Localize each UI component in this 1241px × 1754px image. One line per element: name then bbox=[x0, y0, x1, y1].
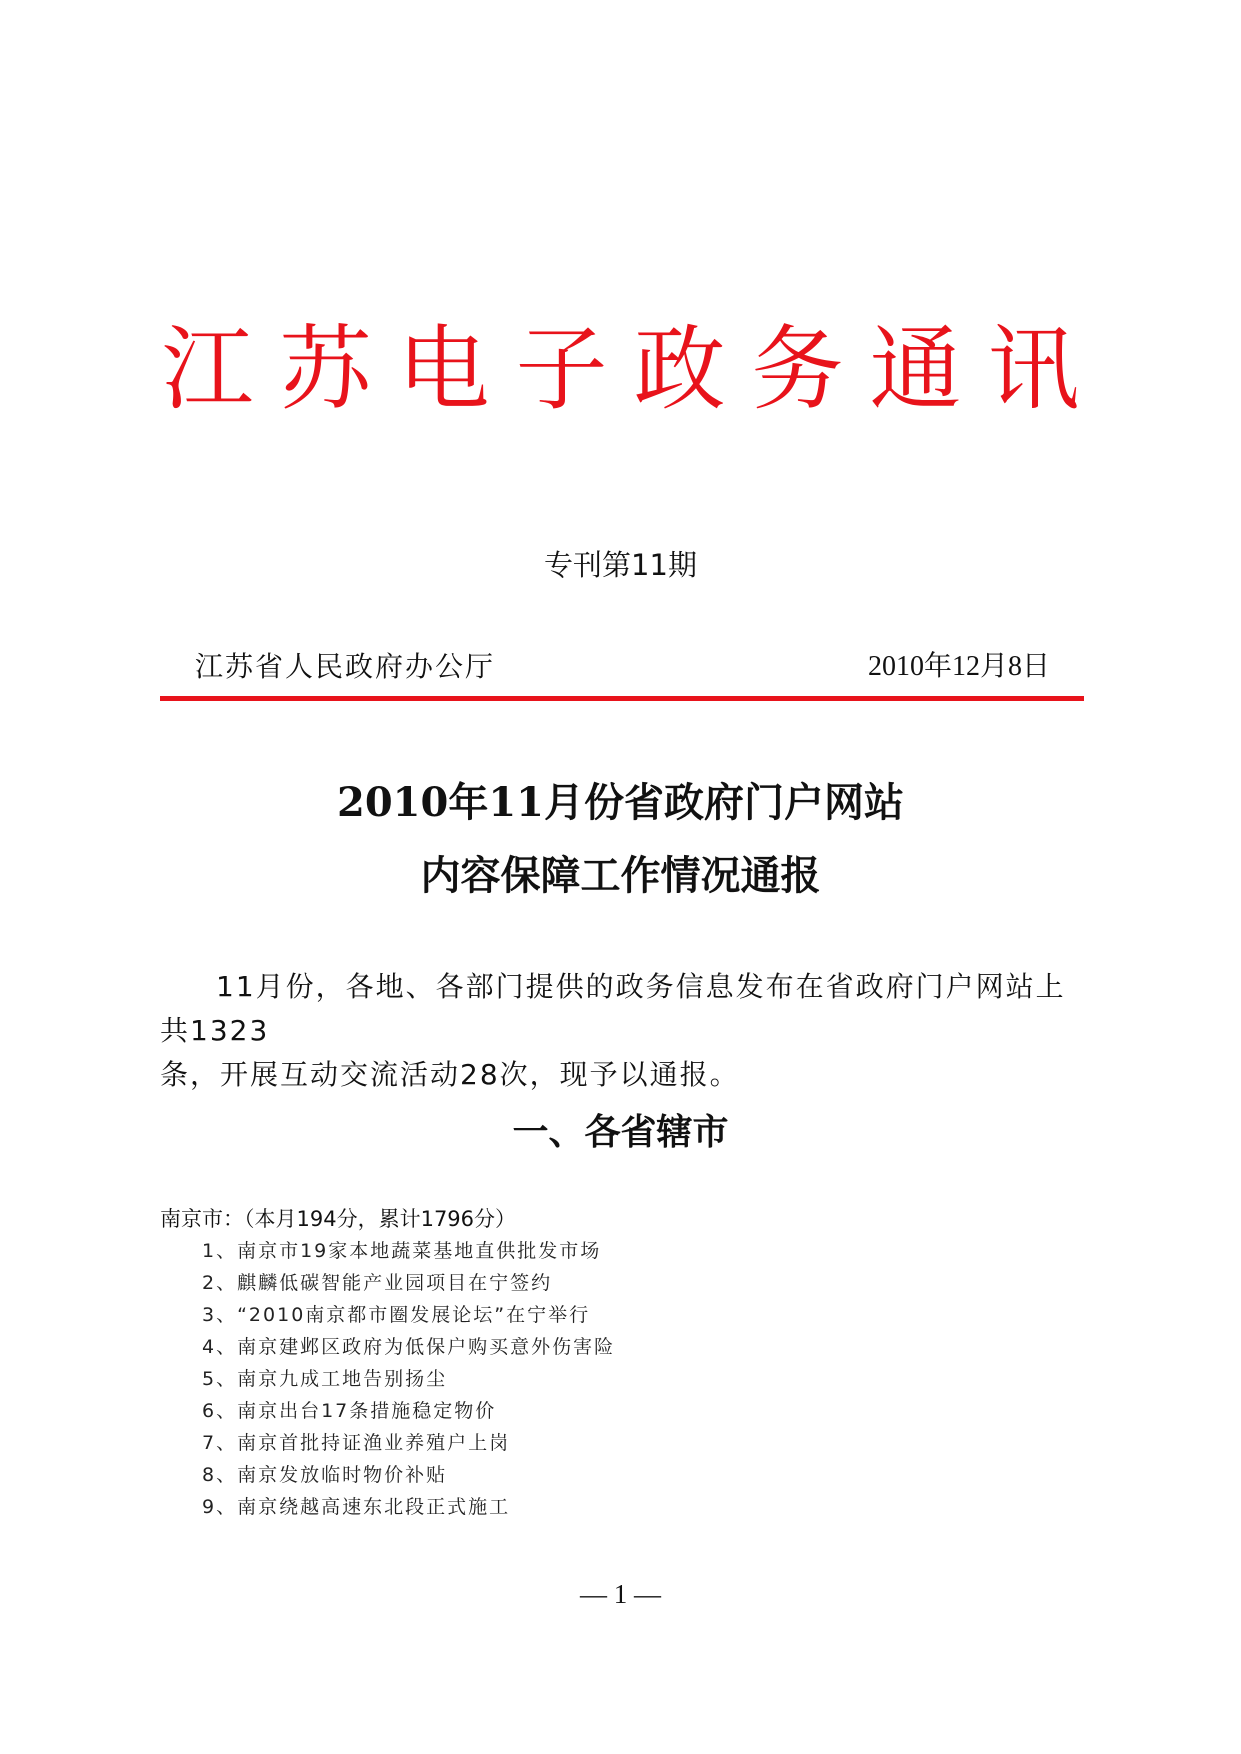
news-item: 4、南京建邺区政府为低保户购买意外伤害险 bbox=[202, 1336, 616, 1358]
page-number: — 1 — bbox=[580, 1579, 661, 1609]
issue-date: 2010年12月8日 bbox=[867, 651, 1050, 682]
intro-line-2: 条，开展互动交流活动28次，现予以通报。 bbox=[160, 1058, 740, 1091]
news-item: 5、南京九成工地告别扬尘 bbox=[202, 1368, 448, 1390]
document-title-line-2: 内容保障工作情况通报 bbox=[420, 852, 821, 899]
city-heading: 南京市：（本月194分，累计1796分） bbox=[160, 1207, 517, 1231]
document-title-line-1: 2010年11月份省政府门户网站 bbox=[337, 779, 904, 826]
news-item: 7、南京首批持证渔业养殖户上岗 bbox=[202, 1432, 511, 1454]
issuer-row bbox=[195, 645, 1050, 689]
section-heading: 一、各省辖市 bbox=[512, 1111, 729, 1153]
masthead-title: 江苏电子政务通讯 bbox=[161, 316, 1106, 423]
news-item: 2、麒麟低碳智能产业园项目在宁签约 bbox=[202, 1272, 553, 1294]
issue-label: 专刊第11期 bbox=[544, 548, 697, 582]
issuer-name: 江苏省人民政府办公厅 bbox=[195, 650, 496, 683]
news-item: 3、“2010南京都市圈发展论坛”在宁举行 bbox=[202, 1304, 591, 1326]
red-divider bbox=[160, 696, 1084, 701]
news-item: 6、南京出台17条措施稳定物价 bbox=[202, 1400, 497, 1422]
news-list bbox=[202, 1235, 615, 1523]
news-item: 9、南京绕越高速东北段正式施工 bbox=[202, 1496, 511, 1518]
intro-paragraph bbox=[160, 965, 1084, 1097]
news-item: 8、南京发放临时物价补贴 bbox=[202, 1464, 448, 1486]
news-item: 1、南京市19家本地蔬菜基地直供批发市场 bbox=[202, 1240, 602, 1262]
intro-line-1: 11月份，各地、各部门提供的政务信息发布在省政府门户网站上共1323 bbox=[160, 970, 1066, 1047]
